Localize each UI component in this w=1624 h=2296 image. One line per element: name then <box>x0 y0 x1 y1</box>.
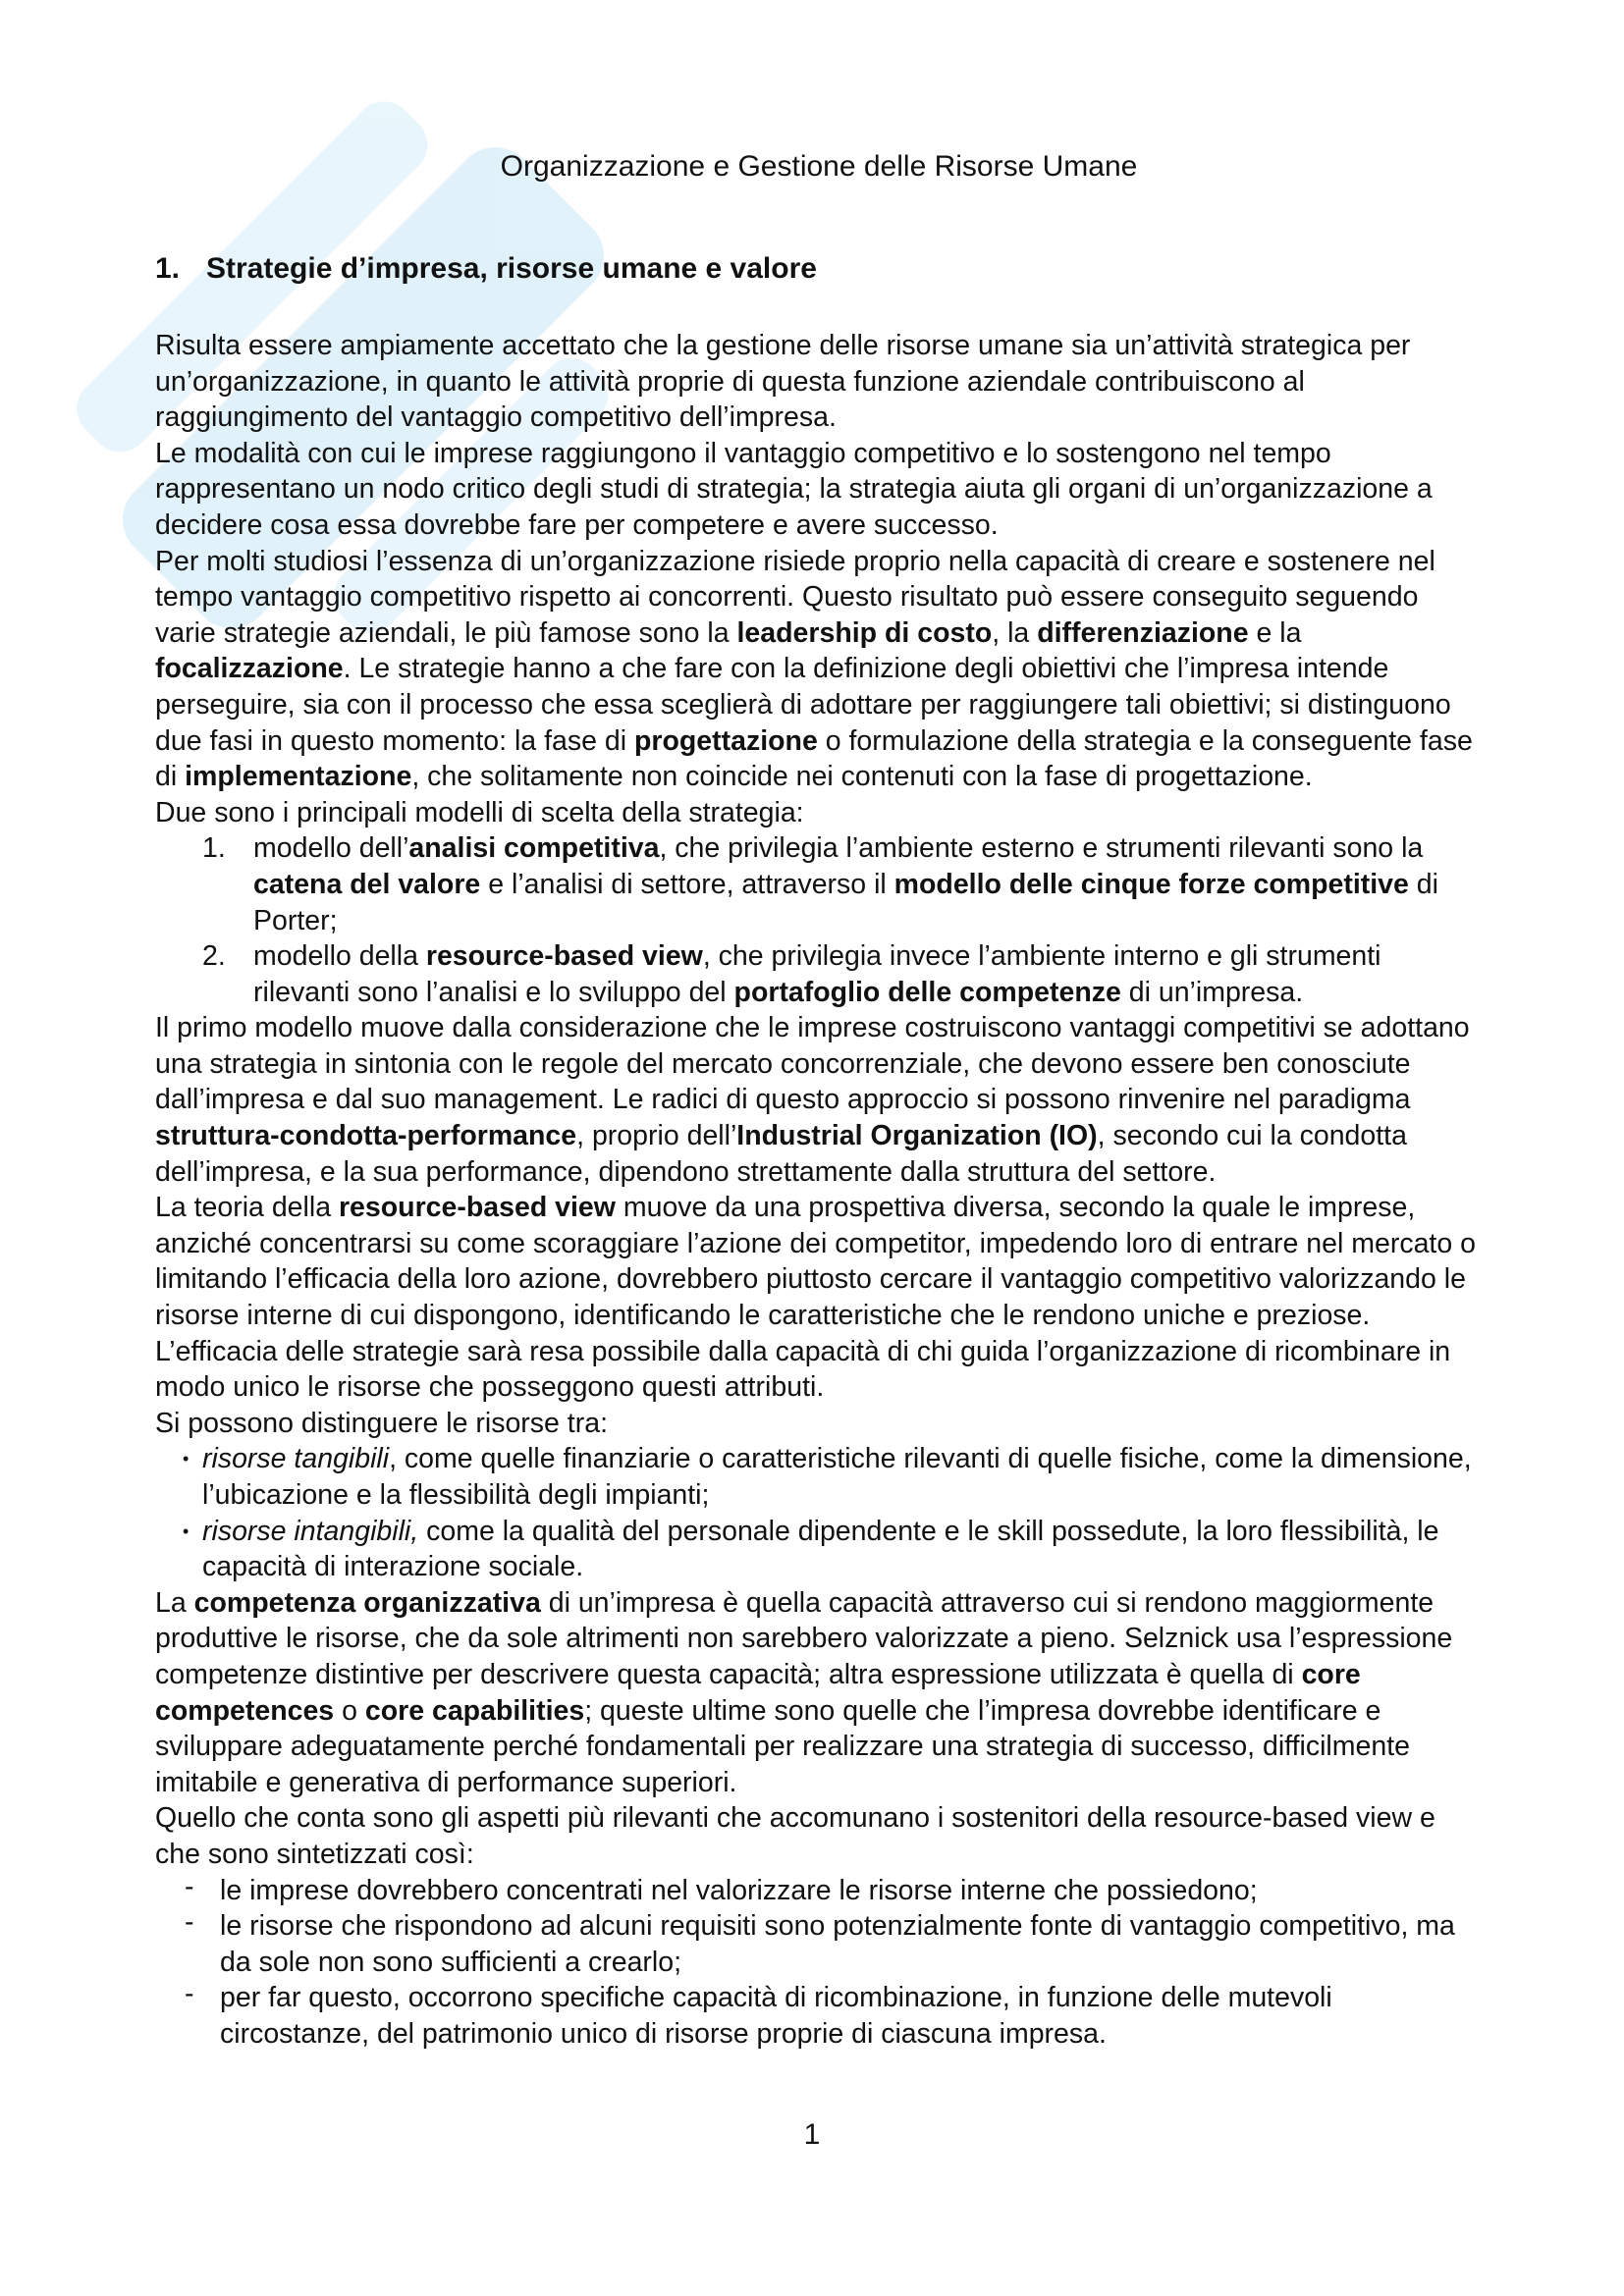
list-item: - le imprese dovrebbero concentrati nel valorizzare le risorse interne che possiedono; <box>185 1870 1258 1906</box>
bullet-icon: • <box>183 1521 189 1541</box>
page-number: 1 <box>803 2118 821 2151</box>
resources-list <box>155 1441 1483 1584</box>
list-item: - le risorse che rispondono ad alcuni requisiti sono potenzialmente fonte di vantaggio competitivo, ma da sole non sono sufficienti a crearlo; <box>185 1906 1455 1978</box>
section-title: Strategie d’impresa, risorse umane e valore <box>206 252 817 285</box>
bold-term: leadership di costo <box>736 616 993 649</box>
dash-icon: - <box>185 1978 194 2010</box>
bold-term: modello delle cinque forze competitive <box>893 868 1409 900</box>
section-heading <box>155 249 1483 289</box>
list-item: • risorse tangibili, come quelle finanziarie o caratteristiche rilevanti di quelle fisiche, come la dimensione, l’ubicazione e la flessibilità degli impianti; <box>183 1441 1483 1513</box>
dash-icon: - <box>185 1906 194 1939</box>
bold-term: analisi competitiva <box>408 832 660 865</box>
bold-term: competenza organizzativa <box>193 1586 541 1619</box>
paragraph-7: Si possono distinguere le risorse tra: <box>155 1407 608 1439</box>
bold-term: core capabilities <box>364 1694 585 1727</box>
strategy-models-list <box>155 830 1483 1010</box>
paragraph-2: Le modalità con cui le imprese raggiungono il vantaggio competitivo e lo sostengono nel tempo rappresentano un nodo critico degli studi di strategia; la strategia aiuta gli organi di un’organizzazione a decidere cosa essa dovrebbe fare per competere e avere successo. <box>155 437 1433 541</box>
bold-term: catena del valore <box>253 868 481 900</box>
document-title: Organizzazione e Gestione delle Risorse Umane <box>500 150 1138 183</box>
bold-term: Industrial Organization (IO) <box>736 1120 1098 1152</box>
document-page <box>155 147 1483 2053</box>
list-item: - per far questo, occorrono specifiche capacità di ricombinazione, in funzione delle mutevoli circostanze, del patrimonio unico di risorse proprie di ciascuna impresa. <box>185 1978 1332 2050</box>
list-item: 1. modello dell’analisi competitiva, che privilegia l’ambiente esterno e strumenti rilevanti sono la catena del valore e l’analisi di settore, attraverso il modello delle cinque forze competitive di Porter; <box>202 830 1483 938</box>
paragraph-8: La competenza organizzativa di un’impresa è quella capacità attraverso cui si rendono maggiormente produttive le risorse, che da sole altrimenti non sarebbero valorizzate a pieno. Selznick usa l’espressione competenze distintive per descrivere questa capacità; altra espressione utilizzata è quella di core competences o core capabilities; queste ultime sono quelle che l’impresa dovrebbe identificare e sviluppare adeguatamente perché fondamentali per realizzare una strategia di successo, difficilmente imitabile e generativa di performance superiori. <box>155 1586 1453 1798</box>
section-number: 1. <box>155 252 181 285</box>
document-body <box>155 328 1483 2053</box>
list-item: • risorse intangibili, come la qualità del personale dipendente e le skill possedute, la loro flessibilità, le capacità di interazione sociale. <box>183 1514 1483 1585</box>
italic-term: risorse tangibili <box>202 1443 390 1475</box>
paragraph-4: Due sono i principali modelli di scelta della strategia: <box>155 796 804 828</box>
italic-term: risorse intangibili, <box>202 1515 419 1547</box>
dash-icon: - <box>185 1870 194 1902</box>
bold-term: progettazione <box>633 724 818 757</box>
bold-term: focalizzazione <box>155 653 344 685</box>
bold-term: struttura-condotta-performance <box>155 1120 577 1152</box>
bold-term: resource-based view <box>338 1192 616 1224</box>
list-marker: 2. <box>202 940 226 973</box>
list-marker: 1. <box>202 832 226 865</box>
bold-term: portafoglio delle competenze <box>733 976 1121 1008</box>
paragraph-3: Per molti studiosi l’essenza di un’organizzazione risiede proprio nella capacità di creare e sostenere nel tempo vantaggio competitivo rispetto ai concorrenti. Questo risultato può essere conseguito seguendo varie strategie aziendali, le più famose sono la leadership di costo, la differenziazione e la focalizzazione. Le strategie hanno a che fare con la definizione degli obiettivi che l’impresa intende perseguire, sia con il processo che essa sceglierà di adottare per raggiungere tali obiettivi; si distinguono due fasi in questo momento: la fase di progettazione o formulazione della strategia e la conseguente fase di implementazione, che solitamente non coincide nei contenuti con la fase di progettazione. <box>155 545 1473 793</box>
aspects-list <box>155 1870 1483 2053</box>
paragraph-9: Quello che conta sono gli aspetti più rilevanti che accomunano i sostenitori della resource-based view e che sono sintetizzati così: <box>155 1802 1435 1870</box>
paragraph-5: Il primo modello muove dalla considerazione che le imprese costruiscono vantaggi competitivi se adottano una strategia in sintonia con le regole del mercato concorrenziale, che devono essere ben conosciute dall’impresa e dal suo management. Le radici di questo approccio si possono rinvenire nel paradigma struttura-condotta-performance, proprio dell’Industrial Organization (IO), secondo cui la condotta dell’impresa, e la sua performance, dipendono strettamente dalla struttura del settore. <box>155 1012 1470 1188</box>
bold-term: resource-based view <box>425 940 703 973</box>
bold-term: core competences <box>155 1658 1361 1727</box>
paragraph-1: Risulta essere ampiamente accettato che la gestione delle risorse umane sia un’attività strategica per un’organizzazione, in quanto le attività proprie di questa funzione aziendale contribuiscono al raggiungimento del vantaggio competitivo dell’impresa. <box>155 330 1411 434</box>
bold-term: differenziazione <box>1037 616 1249 649</box>
list-item: 2. modello della resource-based view, che privilegia invece l’ambiente interno e gli strumenti rilevanti sono l’analisi e lo sviluppo del portafoglio delle competenze di un’impresa. <box>202 938 1483 1010</box>
bullet-icon: • <box>183 1449 189 1469</box>
bold-term: implementazione <box>185 761 412 793</box>
paragraph-6: La teoria della resource-based view muove da una prospettiva diversa, secondo la quale le imprese, anziché concentrarsi su come scoraggiare l’azione dei competitor, impedendo loro di entrare nel mercato o limitando l’efficacia della loro azione, dovrebbero piuttosto cercare il vantaggio competitivo valorizzando le risorse interne di cui dispongono, identificando le caratteristiche che le rendono uniche e preziose. L’efficacia delle strategie sarà resa possibile dalla capacità di chi guida l’organizzazione di ricombinare in modo unico le risorse che posseggono questi attributi. <box>155 1192 1476 1404</box>
